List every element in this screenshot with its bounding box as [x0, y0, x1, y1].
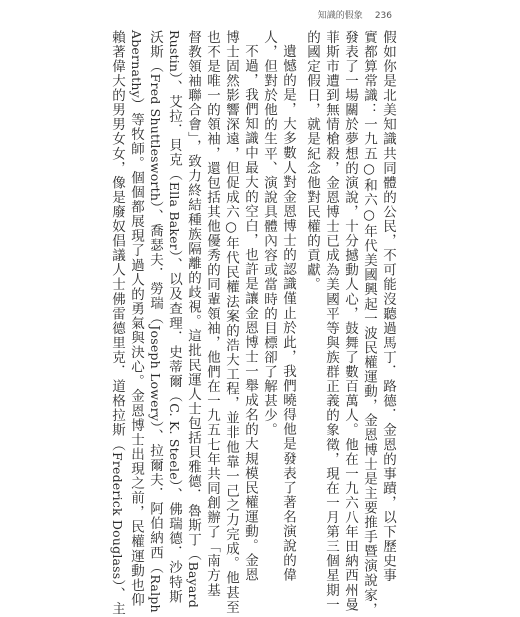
page-number: 236	[374, 11, 392, 21]
book-title: 知識的假象	[317, 11, 363, 21]
text-column: 督教領袖聯合會」，致力終結種族隔離的歧視。這批民運人士包括貝雅德．魯斯丁（Bayard	[185, 30, 201, 608]
latin-run: Joseph Lowery	[148, 325, 163, 422]
running-header	[318, 8, 392, 21]
text-column: 遺憾的是，大多數人對金恩博士的認識僅止於此，我們曉得他是發表了著名演說的偉	[280, 44, 296, 583]
latin-run: Abernathy	[129, 30, 144, 98]
latin-run: C. K. Steele	[167, 403, 182, 480]
latin-run: Ralph	[148, 574, 163, 613]
text-column: 賴著偉大的男男女女，像是廢奴倡議人士佛雷德里克．道格拉斯（Frederick Douglass）、主	[109, 30, 125, 617]
text-column: 沃斯（Fred Shuttlesworth）、喬瑟夫．勞瑞（Joseph Lowery）、拉爾夫．阿伯納西（Ralph	[147, 30, 163, 613]
text-column: 菲斯市遭到無情槍殺，金恩博士已成為美國平等與族群正義的象徵，現在一月第三個星期一	[323, 30, 339, 612]
latin-run: Fred Shuttlesworth	[148, 73, 163, 202]
text-column: Rustin）、艾拉．貝克（Ella Baker）、以及查理．史蒂爾（C. K. Steele）、佛瑞德．沙特斯	[166, 30, 182, 604]
text-column: 博士固然影響深遠，但促成六○年代民權法案的浩大工程，並非他靠一己之力完成。他甚至	[223, 30, 239, 615]
latin-run: Ella Baker	[167, 181, 182, 250]
text-column: 假如你是北美知識共同體的公民，不可能沒聽過馬丁．路德．金恩的事蹟，以下歷史事	[380, 30, 396, 583]
text-column: 人，但對於他的生平、演說具體內容或當時的目標卻了解甚少。	[261, 30, 277, 438]
text-column: 發表了一場關於夢想的演說，十分撼動人心，鼓舞了數百萬人。他在一九六八年田納西州曼	[342, 30, 358, 612]
page-body	[0, 30, 520, 617]
text-column: 的國定假日，就是紀念他對民權的貢獻。	[304, 30, 320, 292]
latin-run: Frederick Douglass	[110, 451, 125, 580]
latin-run: Bayard	[186, 561, 201, 608]
text-column: 也不是唯一的領袖，還包括其他優秀的同輩領袖，他們在一九五七年共同創辦了「南方基	[204, 30, 220, 598]
text-column: Abernathy）等牧師。個個都展現了過人的勇氣與決心。金恩博士出現之前，民權運動也仰	[128, 30, 144, 608]
text-column: 不過，我們知識中最大的空白，也許是讓金恩博士一舉成名的大規模民權運動。金恩	[242, 44, 258, 583]
latin-run: Rustin	[167, 30, 182, 73]
text-column: 實都算常識：一九五○和六○年代美國興起一波民權運動，金恩博士是主要推手暨演說家，	[361, 30, 377, 617]
